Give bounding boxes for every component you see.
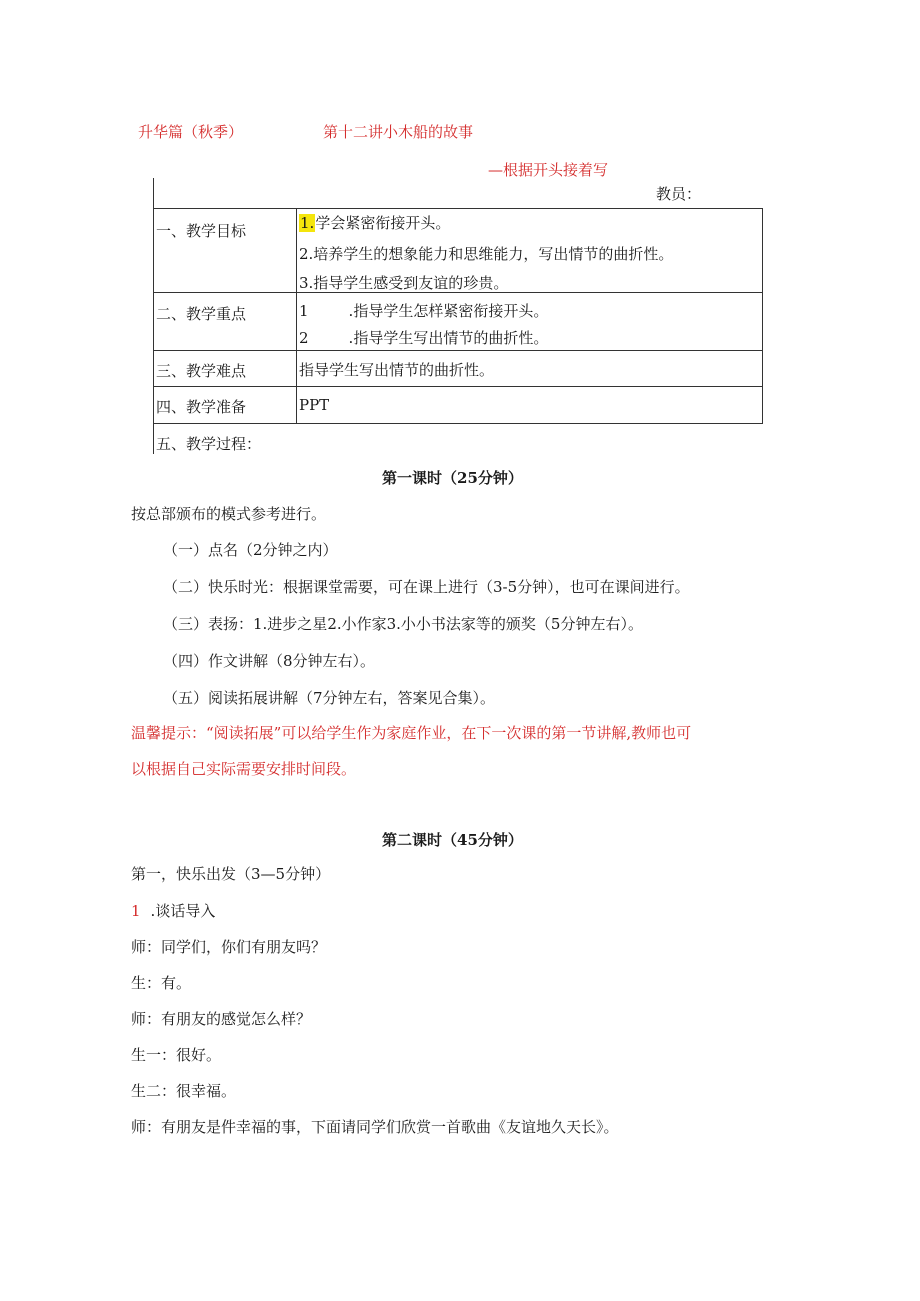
part-heading: 第一，快乐出发（3—5分钟） (131, 865, 331, 883)
dialogue-line-4: 生一：很好。 (131, 1046, 222, 1064)
section1-heading: 第一课时（25分钟） (382, 469, 523, 487)
step-3: （三）表扬：1.进步之星2.小作家3.小小书法家等的颁奖（5分钟左右）。 (163, 615, 643, 633)
row-label-difficulty: 三、教学难点 (156, 362, 247, 380)
dialogue-line-2: 生：有。 (131, 974, 192, 992)
tip-line-2: 以根据自己实际需要安排时间段。 (131, 760, 357, 778)
dialogue-line-5: 生二：很幸福。 (131, 1082, 237, 1100)
tip-line-1: 温馨提示：“阅读拓展”可以给学生作为家庭作业，在下一次课的第一节讲解,教师也可 (131, 724, 692, 742)
row-label-objectives: 一、教学目标 (156, 222, 247, 240)
row-label-preparation: 四、教学准备 (156, 398, 247, 416)
row-label-process: 五、教学过程： (156, 435, 262, 453)
dialogue-line-3: 师：有朋友的感觉怎么样？ (131, 1010, 312, 1028)
objective-1: 1.学会紧密衔接开头。 (300, 214, 451, 232)
teacher-label: 教员： (656, 185, 702, 203)
objective-2: 2.培养学生的想象能力和思维能力，写出情节的曲折性。 (299, 245, 674, 263)
dialogue-line-1: 师：同学们，你们有朋友吗？ (131, 938, 327, 956)
row-label-key-points: 二、教学重点 (156, 305, 247, 323)
item-heading: 1 .谈话导入 (131, 902, 216, 920)
difficulty-text: 指导学生写出情节的曲折性。 (299, 361, 495, 379)
section2-heading: 第二课时（45分钟） (382, 831, 523, 849)
step-2: （二）快乐时光：根据课堂需要，可在课上进行（3-5分钟），也可在课间进行。 (163, 578, 690, 596)
step-5: （五）阅读拓展讲解（7分钟左右，答案见合集）。 (163, 689, 496, 707)
lesson-subtitle: —根据开头接着写 (488, 161, 609, 179)
key-point-1: 1 .指导学生怎样紧密衔接开头。 (299, 302, 549, 320)
step-4: （四）作文讲解（8分钟左右）。 (163, 652, 376, 670)
objective-3: 3.指导学生感受到友谊的珍贵。 (299, 274, 509, 292)
step-1: （一）点名（2分钟之内） (163, 541, 338, 559)
dialogue-line-6: 师：有朋友是件幸福的事，下面请同学们欣赏一首歌曲《友谊地久天长》。 (131, 1118, 619, 1136)
key-point-2: 2 .指导学生写出情节的曲折性。 (299, 329, 549, 347)
preparation-text: PPT (299, 396, 330, 414)
lesson-title: 第十二讲小木船的故事 (323, 123, 474, 141)
series-label: 升华篇（秋季） (138, 123, 244, 141)
section1-intro: 按总部颁布的模式参考进行。 (131, 505, 327, 523)
